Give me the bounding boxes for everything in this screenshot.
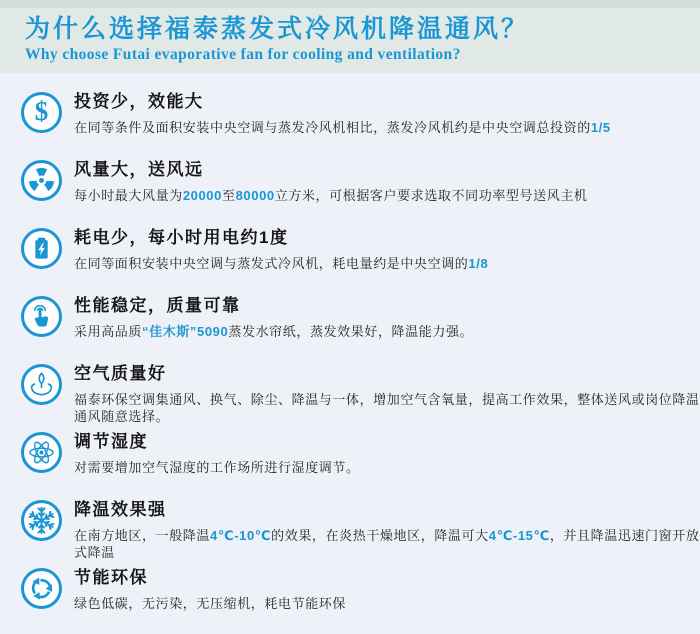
desc-text: 每小时最大风量为 (74, 188, 183, 204)
atom-icon (21, 432, 62, 473)
page-title: 为什么选择福泰蒸发式冷风机降温通风？ (25, 15, 530, 43)
feature-text (74, 500, 700, 561)
feature-text (74, 228, 488, 273)
dollar-icon: $ (21, 92, 62, 133)
feature-row (21, 568, 700, 634)
desc-text: 的效果，在炎热干燥地区，降温可大 (271, 528, 489, 544)
page-header (0, 0, 700, 73)
fan-blades-icon (21, 160, 62, 201)
feature-description (74, 324, 473, 340)
feature-title: 风量大，送风远 (74, 160, 204, 179)
feature-row (21, 228, 700, 296)
feature-description (74, 120, 611, 136)
hands-leaf-icon (21, 364, 62, 405)
snowflake-icon (21, 500, 62, 541)
feature-title: 空气质量好 (74, 364, 167, 383)
desc-highlight: “佳木斯”5090 (142, 324, 229, 340)
feature-title: 投资少，效能大 (74, 92, 204, 111)
feature-description (74, 256, 488, 272)
feature-title: 节能环保 (74, 568, 148, 587)
feature-description (74, 188, 588, 204)
feature-text (74, 432, 360, 477)
feature-text (74, 568, 346, 613)
recycle-icon (21, 568, 62, 609)
feature-row (21, 500, 700, 568)
feature-row (21, 432, 700, 500)
touch-hand-icon (21, 296, 62, 337)
desc-text: 绿色低碳，无污染，无压缩机，耗电节能环保 (74, 596, 347, 612)
desc-text: 在同等面积安装中央空调与蒸发式冷风机，耗电量约是中央空调的 (74, 256, 469, 272)
feature-title: 性能稳定，质量可靠 (74, 296, 241, 315)
feature-list (0, 73, 700, 634)
feature-row (21, 364, 700, 432)
feature-row (21, 92, 700, 160)
feature-text (74, 92, 611, 137)
desc-highlight: 1/5 (590, 120, 611, 136)
desc-text: 至 (221, 188, 236, 204)
desc-text: 福泰环保空调集通风、换气、除尘、降温与一体，增加空气含氧量，提高工作效果，整体送风或岗位降温通风随意选择。 (74, 392, 700, 424)
desc-text: ，并且降温迅速门窗开放式降温 (74, 528, 700, 560)
desc-text: 立方米，可根据客户要求选取不同功率型号送风主机 (274, 188, 588, 204)
page-subtitle: Why choose Futai evaporative fan for cooling and ventilation? (25, 46, 461, 64)
feature-text (74, 160, 588, 205)
feature-row (21, 160, 700, 228)
desc-text: 在同等条件及面积安装中央空调与蒸发冷风机相比，蒸发冷风机约是中央空调总投资的 (74, 120, 591, 136)
feature-title: 调节湿度 (74, 432, 148, 451)
desc-text: 在南方地区，一般降温 (74, 528, 211, 544)
feature-row (21, 296, 700, 364)
desc-highlight: 4℃-10℃ (210, 528, 272, 544)
desc-highlight: 1/8 (468, 256, 489, 272)
desc-text: 对需要增加空气湿度的工作场所进行湿度调节。 (74, 460, 360, 476)
desc-highlight: 4℃-15℃ (488, 528, 550, 544)
battery-icon (21, 228, 62, 269)
desc-highlight: 80000 (235, 188, 275, 204)
feature-text (74, 364, 700, 425)
desc-text: 采用高品质 (74, 324, 143, 340)
feature-description (74, 392, 700, 425)
feature-description (74, 528, 700, 561)
feature-title: 降温效果强 (74, 500, 167, 519)
feature-text (74, 296, 473, 341)
feature-description (74, 460, 360, 476)
desc-highlight: 20000 (182, 188, 222, 204)
feature-description (74, 596, 346, 612)
feature-title: 耗电少，每小时用电约1度 (74, 228, 289, 247)
desc-text: 蒸发水帘纸，蒸发效果好，降温能力强。 (228, 324, 474, 340)
